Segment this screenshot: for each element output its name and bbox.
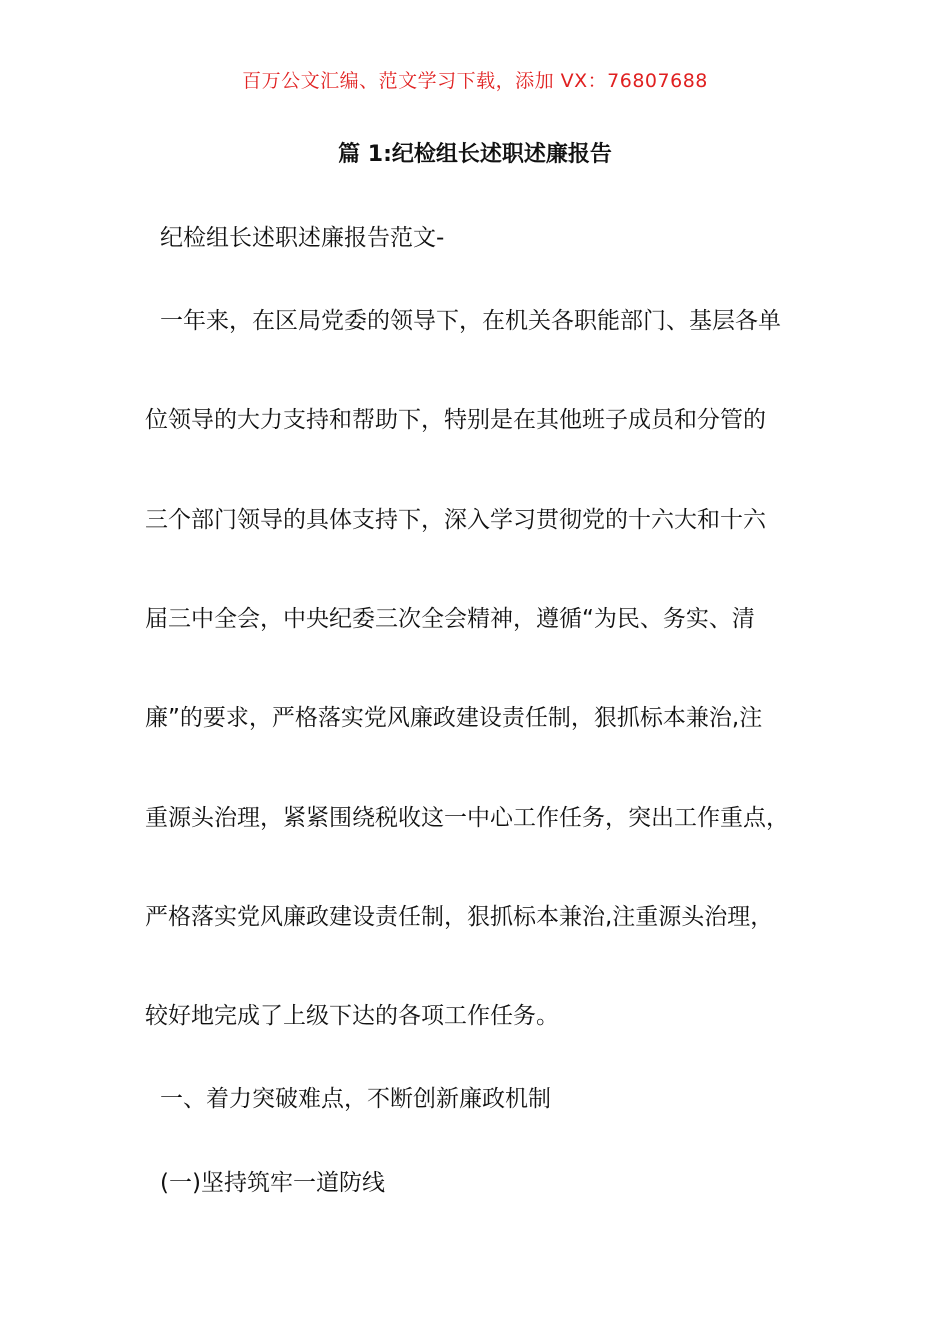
section-heading: 一、着力突破难点，不断创新廉政机制	[160, 1086, 551, 1112]
paragraph-line-5: 廉”的要求，严格落实党风廉政建设责任制，狠抓标本兼治,注	[145, 705, 763, 731]
paragraph-line-2: 位领导的大力支持和帮助下，特别是在其他班子成员和分管的	[145, 407, 766, 433]
header-watermark-note: 百万公文汇编、范文学习下载，添加 VX：76807688	[242, 70, 708, 92]
paragraph-line-4: 届三中全会，中央纪委三次全会精神，遵循“为民、务实、清	[145, 606, 755, 632]
paragraph-line-3: 三个部门领导的具体支持下，深入学习贯彻党的十六大和十六	[145, 507, 766, 533]
paragraph-line-7: 严格落实党风廉政建设责任制，狠抓标本兼治,注重源头治理，	[145, 904, 774, 930]
paragraph-line-8: 较好地完成了上级下达的各项工作任务。	[145, 1003, 559, 1029]
paragraph-line-6: 重源头治理，紧紧围绕税收这一中心工作任务，突出工作重点，	[145, 805, 789, 831]
subsection-heading: (一)坚持筑牢一道防线	[160, 1170, 385, 1196]
paragraph-line-1: 一年来，在区局党委的领导下，在机关各职能部门、基层各单	[160, 308, 781, 334]
document-title: 篇 1:纪检组长述职述廉报告	[338, 142, 612, 167]
subtitle-line: 纪检组长述职述廉报告范文-	[160, 225, 445, 251]
